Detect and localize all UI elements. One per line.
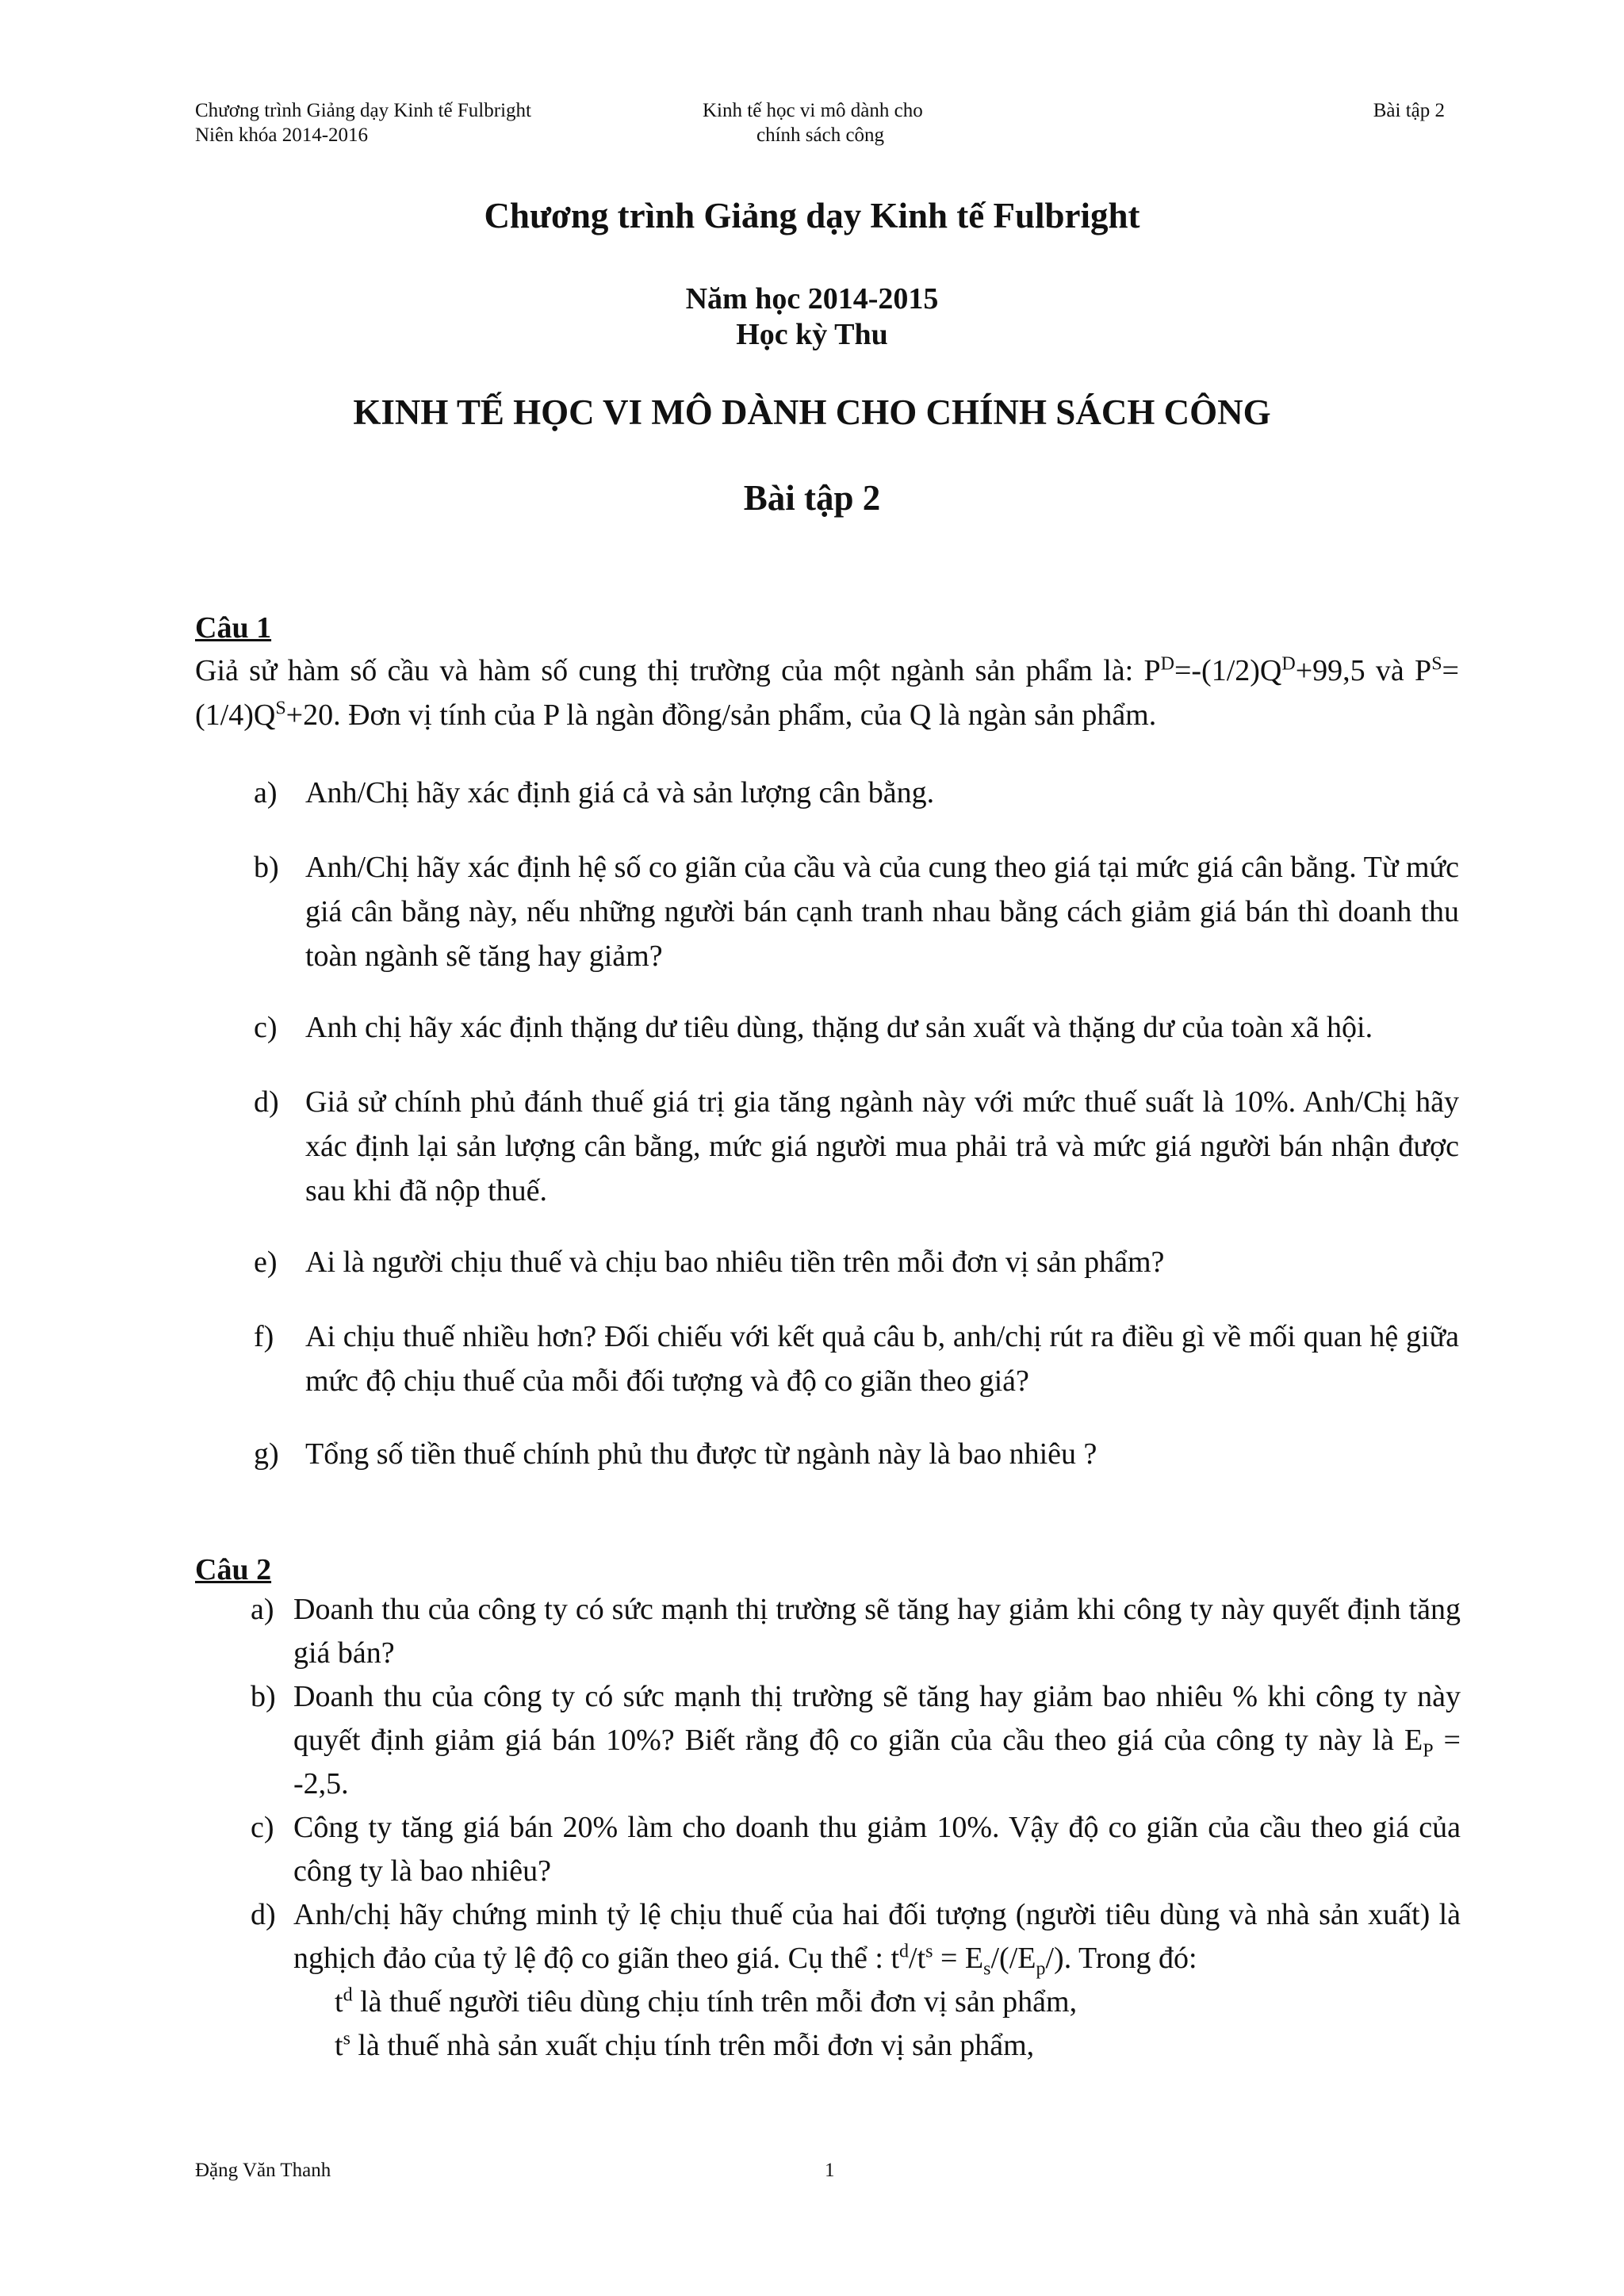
q2-definition-td: $t^d$ là thuế người tiêu dùng chịu tính trên mỗi đơn vị sản phẩm,: [335, 1984, 1078, 2019]
q2-definition-ts: $t^s$ là thuế nhà sản xuất chịu tính trên mỗi đơn vị sản phẩm,: [335, 2028, 1035, 2062]
footer-page-number: 1: [825, 2160, 835, 2181]
header-center: [703, 98, 1099, 147]
q1-item-c-label: c): [254, 1011, 278, 1044]
q1-item-a: [254, 771, 1459, 815]
title-term: Học kỳ Thu: [736, 318, 888, 351]
header-program: Chương trình Giảng dạy Kinh tế Fulbright: [195, 100, 531, 121]
q2-item-c: [251, 1806, 1461, 1893]
q1-intro: Giả sử hàm số cầu và hàm số cung thị trường của một ngành sản phẩm là: $P^D=-(1/2)Q^D+99,5$ và $P^S= (1/4)Q^S+20$. Đơn vị tính của P là ngàn đồng/sản phẩm, của Q là ngàn sản phẩm.: [195, 653, 1459, 732]
q1-item-f-text: Ai chịu thuế nhiều hơn? Đối chiếu với kết quả câu b, anh/chị rút ra điều gì về mối quan hệ giữa mức độ chịu thuế của mỗi đối tượng và độ co giãn theo giá?: [305, 1320, 1459, 1398]
q1-item-f: [254, 1314, 1459, 1403]
q1-heading: Câu 1: [195, 611, 272, 645]
q1-item-a-label: a): [254, 776, 278, 809]
q1-item-d: [254, 1080, 1459, 1213]
q1-item-b-label: b): [254, 851, 279, 884]
header-assignment: Bài tập 2: [1373, 100, 1445, 121]
header-course-line2: chính sách công: [756, 124, 885, 146]
q1-item-g-label: g): [254, 1437, 279, 1471]
q1-item-c: [254, 1005, 1459, 1050]
q1-item-d-text: Giả sử chính phủ đánh thuế giá trị gia tăng ngành này với mức thuế suất là 10%. Anh/Chị hãy xác định lại sản lượng cân bằng, mức giá người mua phải trả và mức giá người bán nhận được sau khi đã nộp thuế.: [305, 1085, 1459, 1207]
title-year: Năm học 2014-2015: [685, 282, 939, 316]
q2-heading: Câu 2: [195, 1553, 272, 1586]
q2-item-d-label: d): [251, 1898, 276, 1931]
title-assignment: Bài tập 2: [743, 478, 881, 518]
q2-item-a-text: Doanh thu của công ty có sức mạnh thị trường sẽ tăng hay giảm khi công ty này quyết định tăng giá bán?: [293, 1593, 1461, 1670]
title-course: KINH TẾ HỌC VI MÔ DÀNH CHO CHÍNH SÁCH CÔNG: [353, 392, 1271, 432]
q2-item-b-label: b): [251, 1680, 276, 1713]
header-left: [195, 98, 531, 147]
q1-item-a-text: Anh/Chị hãy xác định giá cả và sản lượng cân bằng.: [305, 776, 935, 809]
title-institution: Chương trình Giảng dạy Kinh tế Fulbright: [484, 196, 1140, 235]
q2-item-d-text: Anh/chị hãy chứng minh tỷ lệ chịu thuế của hai đối tượng (người tiêu dùng và nhà sản xuất) là nghịch đảo của tỷ lệ độ co giãn theo giá. Cụ thể : $t^d/t^s = E_s/(/E_p/)$. Trong đó:: [293, 1898, 1461, 1980]
q1-item-f-label: f): [254, 1320, 274, 1353]
q2-item-a-label: a): [251, 1593, 274, 1626]
header-course-line1: Kinh tế học vi mô dành cho: [703, 100, 923, 121]
q2-item-c-text: Công ty tăng giá bán 20% làm cho doanh thu giảm 10%. Vậy độ co giãn của cầu theo giá của công ty là bao nhiêu?: [293, 1811, 1461, 1888]
q1-item-g-text: Tổng số tiền thuế chính phủ thu được từ ngành này là bao nhiêu ?: [305, 1437, 1097, 1471]
q2-item-a: [251, 1588, 1461, 1675]
q1-item-e-label: e): [254, 1246, 278, 1279]
q1-item-e-text: Ai là người chịu thuế và chịu bao nhiêu tiền trên mỗi đơn vị sản phẩm?: [305, 1246, 1165, 1279]
q1-item-c-text: Anh chị hãy xác định thặng dư tiêu dùng, thặng dư sản xuất và thặng dư của toàn xã hội.: [305, 1011, 1373, 1044]
q1-item-g: [254, 1432, 1459, 1476]
header-years: Niên khóa 2014-2016: [195, 124, 369, 146]
q2-item-c-label: c): [251, 1811, 274, 1844]
q1-item-b-text: Anh/Chị hãy xác định hệ số co giãn của cầu và của cung theo giá tại mức giá cân bằng. Từ mức giá cân bằng này, nếu những người bán cạnh tranh nhau bằng cách giảm giá bán thì doanh thu toàn ngành sẽ tăng hay giảm?: [305, 851, 1459, 973]
q2-item-b-text: Doanh thu của công ty có sức mạnh thị trường sẽ tăng hay giảm bao nhiêu % khi công ty này quyết định giảm giá bán 10%? Biết rằng độ co giãn của cầu theo giá của công ty này là $E_P = -2,5$.: [293, 1680, 1461, 1800]
q1-item-b: [254, 845, 1459, 978]
q2-item-b: [251, 1675, 1461, 1806]
q2-item-d: [251, 1893, 1461, 1980]
q1-item-e: [254, 1240, 1459, 1284]
footer-author: Đặng Văn Thanh: [195, 2160, 331, 2181]
q1-item-d-label: d): [254, 1085, 279, 1119]
